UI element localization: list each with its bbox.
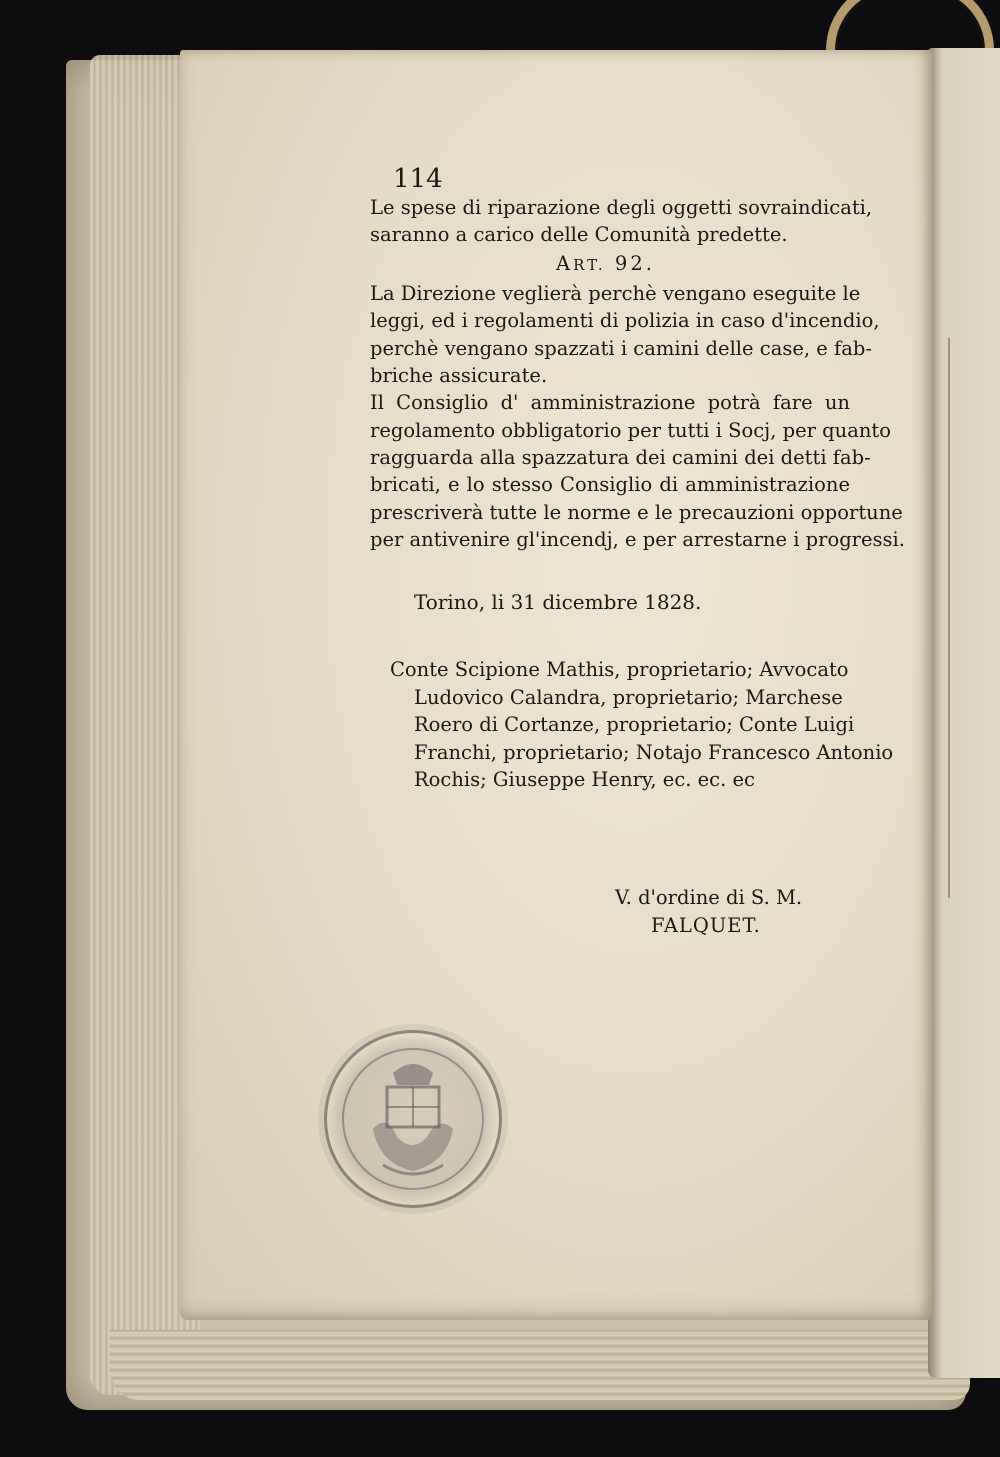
paragraph-1-line-2: saranno a carico delle Comunità predette.: [370, 223, 788, 246]
signatories-line-5: Rochis; Giuseppe Henry, ec. ec. ec: [414, 768, 755, 791]
paragraph-2-line-3: perchè vengano spazzati i camini delle case, e fab-: [370, 337, 872, 360]
article-number: 92.: [614, 252, 655, 275]
paragraph-2-line-4: briche assicurate.: [370, 364, 548, 387]
paragraph-3-line-6: per antivenire gl'incendj, e per arrestarne i progressi.: [370, 528, 905, 551]
library-seal-stamp: [324, 1030, 502, 1208]
signatories-line-3: Roero di Cortanze, proprietario; Conte Luigi: [414, 713, 855, 736]
article-prefix: A: [556, 252, 574, 275]
paragraph-3-line-3: ragguarda alla spazzatura dei camini dei detti fab-: [370, 446, 871, 469]
paragraph-2-line-1: La Direzione veglierà perchè vengano eseguite le: [370, 282, 861, 305]
date-line: Torino, li 31 dicembre 1828.: [414, 590, 702, 614]
signatories-line-1: Conte Scipione Mathis, proprietario; Avvocato: [390, 658, 849, 681]
seal-emblem-icon: [327, 1033, 499, 1205]
paragraph-1-line-1: Le spese di riparazione degli oggetti sovraindicati,: [370, 196, 873, 219]
paragraph-3-line-4: bricati, e lo stesso Consiglio di amministrazione: [370, 473, 850, 496]
countersignature: FALQUET.: [651, 914, 761, 937]
page-edges-bottom: [110, 1330, 970, 1400]
facing-page: [928, 48, 1000, 1378]
signatories-line-2: Ludovico Calandra, proprietario; Marchese: [414, 686, 843, 709]
paragraph-3-line-1: Il Consiglio d' amministrazione potrà fare un: [370, 391, 850, 414]
paragraph-2-line-2: leggi, ed i regolamenti di polizia in caso d'incendio,: [370, 309, 880, 332]
page-number: 114: [393, 164, 443, 194]
paragraph-3-line-2: regolamento obbligatorio per tutti i Socj, per quanto: [370, 419, 891, 442]
paragraph-3-line-5: prescriverà tutte le norme e le precauzioni opportune: [370, 501, 903, 524]
signatories-line-4: Franchi, proprietario; Notajo Francesco Antonio: [414, 741, 894, 764]
article-heading: [556, 251, 655, 278]
article-caps: RT.: [573, 256, 606, 274]
visa-line: V. d'ordine di S. M.: [615, 886, 803, 909]
